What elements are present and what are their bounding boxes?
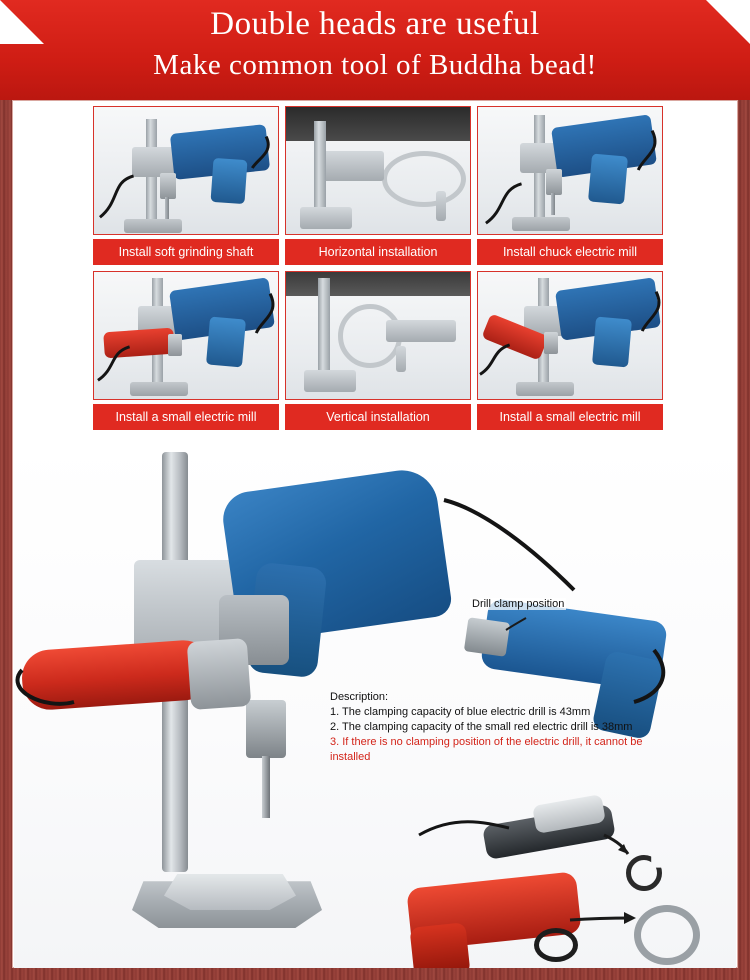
description-line-3: 3. If there is no clamping position of the electric drill, it cannot be installed — [330, 736, 643, 763]
caption-install-small-electric-mill-left: Install a small electric mill — [93, 404, 279, 430]
installation-options-grid — [93, 106, 663, 436]
photo-install-soft-grinding-shaft — [93, 106, 279, 235]
description-heading: Description: — [330, 691, 389, 703]
photo-horizontal-installation — [285, 106, 471, 235]
caption-install-chuck-electric-mill: Install chuck electric mill — [477, 239, 663, 265]
caption-horizontal-installation: Horizontal installation — [285, 239, 471, 265]
rubber-ring-illustration — [534, 928, 578, 962]
drill-chuck-illustration — [246, 700, 286, 758]
description-line-1: 1. The clamping capacity of blue electric drill is 43mm — [330, 706, 591, 718]
grid-row — [93, 106, 663, 265]
grid-cell-horizontal-installation — [285, 106, 471, 265]
callout-drill-clamp-position: Drill clamp position — [472, 598, 565, 610]
banner-title-line-1: Double heads are useful — [210, 6, 540, 42]
photo-install-small-electric-mill-right — [477, 271, 663, 400]
description-line-2: 2. The clamping capacity of the small red electric drill is 38mm — [330, 721, 633, 733]
photo-vertical-installation — [285, 271, 471, 400]
grid-cell-vertical-installation — [285, 271, 471, 430]
caption-install-soft-grinding-shaft: Install soft grinding shaft — [93, 239, 279, 265]
photo-install-small-electric-mill-left — [93, 271, 279, 400]
photo-install-chuck-electric-mill — [477, 106, 663, 235]
stand-plate-illustration — [164, 874, 296, 910]
grid-cell-install-small-electric-mill-right — [477, 271, 663, 430]
red-mill-head-illustration — [187, 638, 252, 710]
c-clip-illustration — [626, 855, 662, 891]
grid-cell-install-soft-grinding-shaft — [93, 106, 279, 265]
caption-vertical-installation: Vertical installation — [285, 404, 471, 430]
description-block — [330, 690, 675, 765]
clamp-ring-illustration — [634, 905, 700, 965]
caption-install-small-electric-mill-right: Install a small electric mill — [477, 404, 663, 430]
banner-title-line-2: Make common tool of Buddha bead! — [153, 49, 597, 81]
small-blue-drill-chuck-illustration — [464, 617, 510, 657]
grid-row — [93, 271, 663, 430]
grid-cell-install-chuck-electric-mill — [477, 106, 663, 265]
header-banner — [0, 0, 750, 100]
grid-cell-install-small-electric-mill-left — [93, 271, 279, 430]
red-drill-grip-illustration — [409, 922, 470, 968]
drill-bit-illustration — [262, 756, 270, 818]
